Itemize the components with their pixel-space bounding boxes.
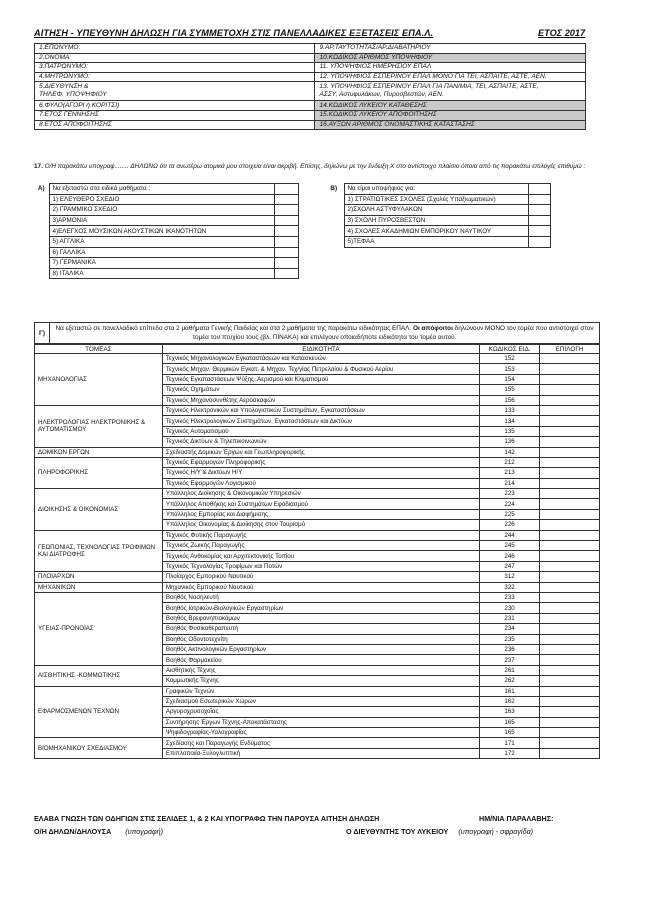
specialty-code: 214 bbox=[480, 478, 540, 488]
specialty-name: Υπάλληλος Διοίκησης & Οικονομικών Υπηρεσιών bbox=[162, 489, 479, 499]
specialty-code: 235 bbox=[480, 634, 540, 644]
school-item: 1) ΣΤΡΑΤΙΩΤΙΚΕΣ ΣΧΟΛΕΣ (Σχολές Υπαξιωματικών) bbox=[344, 194, 528, 205]
specialty-choice-cell[interactable] bbox=[540, 572, 600, 582]
specialty-code: 152 bbox=[480, 354, 540, 364]
specialty-code: 135 bbox=[480, 426, 540, 436]
specialties-header-row bbox=[35, 345, 600, 354]
subject-item: 1) ΕΛΕΥΘΕΡΟ ΣΧΕΔΙΟ bbox=[49, 194, 274, 205]
subject-item: 3)ΑΡΜΟΝΙΑ bbox=[49, 215, 274, 226]
candidate-code-field[interactable]: 10.ΚΩΔΙΚΟΣ ΑΡΙΘΜΟΣ ΥΠΟΨΗΦΙΟΥ bbox=[315, 53, 586, 63]
sector-name: ΑΙΣΘΗΤΙΚΗΣ -ΚΟΜΜΩΤΙΚΗΣ bbox=[35, 665, 163, 686]
specialty-name: Τεχνικός Ηλεκτρονικών και Υπολογιστικών Συστημάτων, Εγκαταστάσεων bbox=[162, 405, 479, 415]
specialty-choice-cell[interactable] bbox=[540, 364, 600, 374]
surname-field[interactable]: 1.ΕΠΩΝΥΜΟ: bbox=[35, 44, 315, 54]
specialty-code: 234 bbox=[480, 624, 540, 634]
specialty-choice-cell[interactable] bbox=[540, 717, 600, 727]
specialty-code: 233 bbox=[480, 592, 540, 602]
subject-item: 8) ΙΤΑΛΙΚΑ bbox=[49, 268, 274, 279]
special-subjects-table bbox=[34, 183, 299, 279]
subject-checkbox[interactable] bbox=[274, 194, 298, 205]
specialty-name: Σχεδίασης και Παραγωγής Ενδύματος bbox=[162, 738, 479, 748]
specialty-choice-cell[interactable] bbox=[540, 426, 600, 436]
evening-school-university-option[interactable] bbox=[315, 82, 586, 101]
section-b-label: Β) bbox=[330, 185, 338, 193]
sector-name: ΠΛΟΙΑΡΧΩΝ bbox=[35, 572, 163, 582]
subject-checkbox[interactable] bbox=[274, 236, 298, 247]
table-row bbox=[35, 572, 600, 582]
specialty-choice-cell[interactable] bbox=[540, 665, 600, 675]
specialty-name: Βοηθός Φαρμακείου bbox=[162, 655, 479, 665]
school-item: 3) ΣΧΟΛΗ ΠΥΡΟΣΒΕΣΤΩΝ bbox=[344, 215, 528, 226]
specialty-name: Γραφικών Τεχνών bbox=[162, 686, 479, 696]
evening-school-tei-option[interactable]: 12. ΥΠΟΨΗΦΙΟΣ ΕΣΠΕΡΙΝΟΥ ΕΠΑΛ ΜΟΝΟ ΓΙΑ ΤΕΙ, ΑΣΠΑΙΤΕ, ΑΣΤΕ, ΑΕΝ. bbox=[315, 72, 586, 82]
schools-table bbox=[324, 183, 551, 248]
table-row bbox=[35, 530, 600, 540]
subject-checkbox[interactable] bbox=[274, 205, 298, 216]
submission-school-code-field[interactable]: 14.ΚΩΔΙΚΟΣ ΛΥΚΕΙΟΥ ΚΑΤΑΘΕΣΗΣ bbox=[315, 101, 586, 111]
school-item: 5)ΤΕΦΑΑ bbox=[344, 236, 528, 247]
specialty-code: 165 bbox=[480, 717, 540, 727]
specialty-choice-cell[interactable] bbox=[540, 395, 600, 405]
specialty-name: Τεχνικός Φυτικής Παραγωγής bbox=[162, 530, 479, 540]
specialty-code: 153 bbox=[480, 364, 540, 374]
form-year: ΕΤΟΣ 2017 bbox=[538, 28, 586, 38]
specialty-name: Τεχνικός Δικτύων & Τηλεπικοινωνιών bbox=[162, 437, 479, 447]
footer-instruction: ΕΛΑΒΑ ΓΝΩΣΗ ΤΩΝ ΟΔΗΓΙΩΝ ΣΤΙΣ ΣΕΛΙΔΕΣ 1, & 2 ΚΑΙ ΥΠΟΓΡΑΦΩ ΤΗΝ ΠΑΡΟΥΣΑ ΑΙΤΗΣΗ ΔΗΛΩΣΗ bbox=[34, 814, 380, 823]
specialty-choice-cell[interactable] bbox=[540, 489, 600, 499]
graduation-year-field[interactable]: 8.ΕΤΟΣ ΑΠΟΦΟΙΤΗΣΗΣ bbox=[35, 120, 315, 130]
specialty-code: 163 bbox=[480, 707, 540, 717]
col-specialty: ΕΙΔΙΚΟΤΗΤΑ bbox=[162, 345, 479, 354]
school-checkbox[interactable] bbox=[528, 226, 550, 237]
specialty-name: Συντήρησης Έργων Τέχνης-Αποκατάστασης bbox=[162, 717, 479, 727]
section-g-label: Γ) bbox=[35, 323, 50, 344]
sector-name: ΗΛΕΚΤΡΟΛΟΓΙΑΣ ΗΛΕΚΤΡΟΝΙΚΗΣ & ΑΥΤΟΜΑΤΙΣΜΟΥ bbox=[35, 405, 163, 447]
sector-name: ΜΗΧΑΝΟΛΟΓΙΑΣ bbox=[35, 354, 163, 406]
specialty-choice-cell[interactable] bbox=[540, 561, 600, 571]
section-a-heading: Να εξεταστώ στα ειδικά μαθήματα : bbox=[49, 184, 274, 195]
table-row bbox=[35, 582, 600, 592]
specialty-code: 142 bbox=[480, 447, 540, 457]
sector-name: ΓΕΩΠΟΝΙΑΣ, ΤΕΧΝΟΛΟΓΙΑΣ ΤΡΟΦΙΜΩΝ ΚΑΙ ΔΙΑΤΡΟΦΗΣ bbox=[35, 530, 163, 572]
specialty-choice-cell[interactable] bbox=[540, 686, 600, 696]
specialty-choice-cell[interactable] bbox=[540, 676, 600, 686]
specialty-code: 246 bbox=[480, 551, 540, 561]
specialty-code: 154 bbox=[480, 374, 540, 384]
specialty-code: 237 bbox=[480, 655, 540, 665]
specialty-choice-cell[interactable] bbox=[540, 468, 600, 478]
specialty-choice-cell[interactable] bbox=[540, 748, 600, 758]
sector-name: ΜΗΧΑΝΙΚΩΝ bbox=[35, 582, 163, 592]
footer-date-receipt: ΗΜ/ΝΙΑ ΠΑΡΑΛΑΒΗΣ: bbox=[479, 814, 554, 823]
sector-name: ΔΙΟΙΚΗΣΗΣ & ΟΙΚΟΝΟΜΙΑΣ bbox=[35, 489, 163, 531]
specialty-choice-cell[interactable] bbox=[540, 416, 600, 426]
school-item: 2)ΣΧΟΛΗ ΑΣΤΥΦΥΛΑΚΩΝ bbox=[344, 205, 528, 216]
specialty-choice-cell[interactable] bbox=[540, 644, 600, 654]
section-g-text-1: Να εξεταστώ σε πανελλαδικό επίπεδο στα 2 μαθήματα Γενικής Παιδείας και στα 2 μαθήματα της παρακάτω ειδικότητας ΕΠΑΛ. bbox=[55, 325, 413, 332]
specialty-choice-cell[interactable] bbox=[540, 728, 600, 738]
specialty-choice-cell[interactable] bbox=[540, 592, 600, 602]
evening-university-line-1: 13. ΥΠΟΨΗΦΙΟΣ ΕΣΠΕΡΙΝΟΥ ΕΠΑΛ ΓΙΑ ΠΑΝ/ΜΙΑ, ΤΕΙ, ΑΣΠΑΙΤΕ, ΑΣΤΕ, bbox=[319, 83, 539, 91]
col-code: ΚΩΔΙΚΟΣ ΕΙΔ. bbox=[480, 345, 540, 354]
specialty-code: 172 bbox=[480, 748, 540, 758]
specialty-name: Τεχνικός Εφαρμογών Λογισμικού bbox=[162, 478, 479, 488]
specialty-name: Τεχνικός Μηχανολογικών Εγκαταστάσεων και Κατασκευών bbox=[162, 354, 479, 364]
form-title: ΑΙΤΗΣΗ - ΥΠΕΥΘΥΝΗ ΔΗΛΩΣΗ ΓΙΑ ΣΥΜΜΕΤΟΧΗ ΣΤΙΣ ΠΑΝΕΛΛΑΔΙΚΕΣ ΕΞΕΤΑΣΕΙΣ ΕΠΑ.Λ. bbox=[34, 28, 434, 38]
specialty-name: Βοηθός Νοσηλευτή bbox=[162, 592, 479, 602]
specialty-choice-cell[interactable] bbox=[540, 437, 600, 447]
specialty-choice-cell[interactable] bbox=[540, 499, 600, 509]
section-a-heading-box bbox=[274, 184, 298, 195]
specialty-name: Τεχνικός Οχημάτων bbox=[162, 385, 479, 395]
specialty-code: 312 bbox=[480, 572, 540, 582]
specialty-name: Τεχνικός Ανθοκομίας και Αρχιτεκτονικής Τοπίου bbox=[162, 551, 479, 561]
col-choice: ΕΠΙΛΟΓΗ bbox=[540, 345, 600, 354]
specialties-body bbox=[35, 354, 600, 759]
table-row bbox=[35, 457, 600, 467]
specialty-code: 226 bbox=[480, 520, 540, 530]
director-signature[interactable]: (υπογραφή - σφραγίδα) bbox=[458, 827, 534, 836]
specialty-code: 245 bbox=[480, 541, 540, 551]
specialty-name: Τεχνικός Εφαρμογών Πληροφορικής bbox=[162, 457, 479, 467]
subject-checkbox[interactable] bbox=[274, 258, 298, 269]
specialty-code: 156 bbox=[480, 395, 540, 405]
specialty-name: Βοηθός Οδοντοτεχνίτη bbox=[162, 634, 479, 644]
table-row bbox=[35, 592, 600, 602]
section-b-heading-box bbox=[528, 184, 550, 195]
table-row bbox=[35, 738, 600, 748]
specialty-choice-cell[interactable] bbox=[540, 478, 600, 488]
subject-checkbox[interactable] bbox=[274, 268, 298, 279]
declaration-body: Ο/Η παρακάτω υπογραφ........ ΔΗΛΩΝΩ ότι τα ανωτέρω ατομικά μου στοιχεία είναι ακριβή. Επίσης, δηλώνω με την ένδειξη Χ στο αντίστοιχο πλαίσιο όποια από τις παρακάτω επιλογές επιθυμώ : bbox=[44, 163, 586, 170]
specialty-name: Τεχνικός Αυτοματισμού bbox=[162, 426, 479, 436]
specialty-code: 165 bbox=[480, 728, 540, 738]
subject-item: 2) ΓΡΑΜΜΙΚΟ ΣΧΕΔΙΟ bbox=[49, 205, 274, 216]
day-school-option[interactable]: 11. ΥΠΟΨΗΦΙΟΣ ΗΜΕΡΗΣΙΟΥ ΕΠΑΛ bbox=[315, 63, 586, 73]
specialty-name: Πλοίαρχος Εμπορικού Ναυτικού bbox=[162, 572, 479, 582]
specialty-name: Τεχνικός Ζωικής Παραγωγής bbox=[162, 541, 479, 551]
specialty-name: Τεχνικός Μηχαν. Θερμικών Εγκατ. & Μηχαν. Τεχ/γίας Πετρελαίου & Φυσικού Αερίου bbox=[162, 364, 479, 374]
declarant-label: Ο/Η ΔΗΛΩΝ/ΔΗΛΟΥΣΑ bbox=[34, 827, 112, 836]
specialty-name: Σχεδιαστής Δομικών Έργων και Γεωπληροφορικής bbox=[162, 447, 479, 457]
specialty-code: 262 bbox=[480, 676, 540, 686]
specialty-choice-cell[interactable] bbox=[540, 696, 600, 706]
specialty-name: Βοηθός Βρεφονηπιοκόμων bbox=[162, 613, 479, 623]
sector-name: ΒΙΟΜΗΧΑΝΙΚΟΥ ΣΧΕΔΙΑΣΜΟΥ bbox=[35, 738, 163, 759]
specialty-choice-cell[interactable] bbox=[540, 385, 600, 395]
specialty-choice-cell[interactable] bbox=[540, 405, 600, 415]
specialty-code: 247 bbox=[480, 561, 540, 571]
specialty-name: Τεχνικός Μηχανοσυνθέτης Αεροσκαφών bbox=[162, 395, 479, 405]
specialty-code: 244 bbox=[480, 530, 540, 540]
specialty-code: 225 bbox=[480, 509, 540, 519]
specialty-name: Κομμωτικής Τέχνης bbox=[162, 676, 479, 686]
specialty-choice-cell[interactable] bbox=[540, 520, 600, 530]
table-row bbox=[35, 354, 600, 364]
section-g-text-bold: Οι απόφοιτοι bbox=[413, 325, 453, 332]
specialty-name: Σχεδιασμού Εσωτερικών Χώρων bbox=[162, 696, 479, 706]
specialty-choice-cell[interactable] bbox=[540, 457, 600, 467]
specialty-name: Τεχνικός Εγκαταστάσεων Ψύξης, Αερισμού και Κλιματισμού bbox=[162, 374, 479, 384]
specialty-code: 322 bbox=[480, 582, 540, 592]
specialty-code: 161 bbox=[480, 686, 540, 696]
table-row bbox=[35, 686, 600, 696]
father-name-field[interactable]: 3.ΠΑΤΡΩΝΥΜΟ: bbox=[35, 63, 315, 73]
subject-item: 6) ΓΑΛΛΙΚΑ bbox=[49, 247, 274, 258]
specialty-code: 230 bbox=[480, 603, 540, 613]
sector-name: ΕΦΑΡΜΟΣΜΕΝΩΝ ΤΕΧΝΩΝ bbox=[35, 686, 163, 738]
specialty-name: Βοηθός Φυσικοθεραπευτή bbox=[162, 624, 479, 634]
declaration-text bbox=[34, 162, 620, 171]
specialty-choice-cell[interactable] bbox=[540, 509, 600, 519]
sector-name: ΠΛΗΡΟΦΟΡΙΚΗΣ bbox=[35, 457, 163, 488]
first-name-field[interactable]: 2.ΟΝΟΜΑ: bbox=[35, 53, 315, 63]
declarant-signature[interactable]: (υπογραφή) bbox=[125, 827, 164, 836]
school-item: 4) ΣΧΟΛΕΣ ΑΚΑΔΗΜΙΩΝ ΕΜΠΟΡΙΚΟΥ ΝΑΥΤΙΚΟΥ bbox=[344, 226, 528, 237]
specialty-name: Ψηφιδογραφίας-Υαλογραφίας bbox=[162, 728, 479, 738]
specialty-choice-cell[interactable] bbox=[540, 613, 600, 623]
mother-name-field[interactable]: 4.ΜΗΤΡΩΝΥΜΟ: bbox=[35, 72, 315, 82]
id-number-field[interactable]: 9.ΑΡ.ΤΑΥΤΟΤΗΤΑΣ/ΑΡ.ΔΙΑΒΑΤΗΡΙΟΥ bbox=[315, 44, 586, 54]
sector-name: ΥΓΕΙΑΣ-ΠΡΟΝΟΙΑΣ bbox=[35, 592, 163, 665]
specialties-table bbox=[34, 344, 600, 759]
specialty-choice-cell[interactable] bbox=[540, 634, 600, 644]
birth-year-field[interactable]: 7.ΕΤΟΣ ΓΕΝΝΗΣΗΣ bbox=[35, 110, 315, 120]
subject-checkbox[interactable] bbox=[274, 215, 298, 226]
specialty-code: 134 bbox=[480, 416, 540, 426]
specialty-choice-cell[interactable] bbox=[540, 707, 600, 717]
sector-name: ΔΟΜΙΚΩΝ ΕΡΓΩΝ bbox=[35, 447, 163, 457]
footer-declarant bbox=[34, 827, 163, 836]
table-row bbox=[35, 447, 600, 457]
specialty-code: 261 bbox=[480, 665, 540, 675]
footer-director bbox=[346, 827, 533, 836]
specialty-name: Τεχνικός Η/Υ & Δικτύων Η/Υ bbox=[162, 468, 479, 478]
specialty-choice-cell[interactable] bbox=[540, 738, 600, 748]
school-checkbox[interactable] bbox=[528, 194, 550, 205]
specialty-choice-cell[interactable] bbox=[540, 603, 600, 613]
specialty-choice-cell[interactable] bbox=[540, 530, 600, 540]
subject-item: 7) ΓΕΡΜΑΝΙΚΑ bbox=[49, 258, 274, 269]
specialty-code: 212 bbox=[480, 457, 540, 467]
address-phone-field[interactable] bbox=[35, 82, 315, 101]
section-g-table bbox=[34, 322, 600, 344]
specialty-name: Υπάλληλος Εμπορίας και Διαφήμισης bbox=[162, 509, 479, 519]
section-g-text-2: δηλώνουν ΜΟΝΟ τον τομέα που αντιστοιχεί στον τομέα του πτυχίου τους (βλ. ΠΙΝΑΚΑ) και επιλέγουν οποιαδήποτε ειδικότητα του τομέα αυτού. bbox=[192, 325, 594, 341]
specialty-choice-cell[interactable] bbox=[540, 374, 600, 384]
specialty-code: 162 bbox=[480, 696, 540, 706]
specialty-name: Βοηθός Ακτινολογικών Εργαστηρίων bbox=[162, 644, 479, 654]
address-label: 5.ΔΙΕΥΘΥΝΣΗ & bbox=[39, 83, 89, 91]
section-b-heading: Να είμαι υποψήφιος για: bbox=[344, 184, 528, 195]
specialty-code: 236 bbox=[480, 644, 540, 654]
subject-item: 5) ΑΓΓΛΙΚΑ bbox=[49, 236, 274, 247]
section-a-label: Α) bbox=[34, 184, 49, 195]
specialty-name: Υπάλληλος Αποθήκης και Συστημάτων Εφοδιασμού bbox=[162, 499, 479, 509]
specialty-choice-cell[interactable] bbox=[540, 354, 600, 364]
col-sector: ΤΟΜΕΑΣ bbox=[35, 345, 163, 354]
director-label: Ο ΔΙΕΥΘΥΝΤΗΣ ΤΟΥ ΛΥΚΕΙΟΥ bbox=[346, 827, 449, 836]
table-row bbox=[35, 665, 600, 675]
subject-checkbox[interactable] bbox=[274, 226, 298, 237]
specialty-choice-cell[interactable] bbox=[540, 541, 600, 551]
school-checkbox[interactable] bbox=[528, 236, 550, 247]
specialty-code: 171 bbox=[480, 738, 540, 748]
school-checkbox[interactable] bbox=[528, 205, 550, 216]
phone-label: ΤΗΛΕΦ. ΥΠΟΨΗΦΙΟΥ bbox=[39, 91, 107, 99]
specialty-code: 224 bbox=[480, 499, 540, 509]
specialty-name: Τεχνικός Τεχνολογίας Τροφίμων και Ποτών bbox=[162, 561, 479, 571]
specialty-name: Τεχνικός Ηλεκτρολογικών Συστημάτων, Εγκαταστάσεων και Δικτύων bbox=[162, 416, 479, 426]
specialty-code: 136 bbox=[480, 437, 540, 447]
specialty-name: Αισθητικής Τέχνης bbox=[162, 665, 479, 675]
personal-details-table bbox=[34, 43, 586, 130]
specialty-code: 213 bbox=[480, 468, 540, 478]
roster-number-field[interactable]: 16.ΑΥΞΩΝ ΑΡΙΘΜΟΣ ΟΝΟΜΑΣΤΙΚΗΣ ΚΑΤΑΣΤΑΣΗΣ bbox=[315, 120, 586, 130]
evening-university-line-2: ΑΣΣΥ, Αστυφυλάκων, Πυροσβεστών, ΑΕΝ. bbox=[319, 91, 444, 99]
specialty-name: Αργυροχρυσοχοΐας bbox=[162, 707, 479, 717]
subject-item: 4)ΕΛΕΓΧΟΣ ΜΟΥΣΙΚΩΝ ΑΚΟΥΣΤΙΚΩΝ ΙΚΑΝΟΤΗΤΩΝ bbox=[49, 226, 274, 237]
specialty-code: 133 bbox=[480, 405, 540, 415]
table-row bbox=[35, 489, 600, 499]
specialty-choice-cell[interactable] bbox=[540, 551, 600, 561]
specialty-code: 223 bbox=[480, 489, 540, 499]
graduation-school-code-field[interactable]: 15.ΚΩΔΙΚΟΣ ΛΥΚΕΙΟΥ ΑΠΟΦΟΙΤΗΣΗΣ bbox=[315, 110, 586, 120]
specialty-name: Μηχανικός Εμπορικού Ναυτικού bbox=[162, 582, 479, 592]
specialty-name: Υπάλληλος Οικονομίας & Διοίκησης στον Τουρισμό bbox=[162, 520, 479, 530]
specialty-choice-cell[interactable] bbox=[540, 624, 600, 634]
declaration-number: 17. bbox=[34, 163, 43, 170]
subject-checkbox[interactable] bbox=[274, 247, 298, 258]
specialty-name: Βοηθός Ιατρικών-Βιολογικών Εργαστηρίων bbox=[162, 603, 479, 613]
specialty-choice-cell[interactable] bbox=[540, 447, 600, 457]
table-row bbox=[35, 405, 600, 415]
specialty-code: 231 bbox=[480, 613, 540, 623]
specialty-choice-cell[interactable] bbox=[540, 582, 600, 592]
specialty-code: 155 bbox=[480, 385, 540, 395]
school-checkbox[interactable] bbox=[528, 215, 550, 226]
specialty-name: Επιπλοποιία-Ξυλογλυπτική bbox=[162, 748, 479, 758]
specialty-choice-cell[interactable] bbox=[540, 655, 600, 665]
section-g-text bbox=[50, 323, 600, 344]
gender-field[interactable]: 6.ΦΥΛΟ(ΑΓΟΡΙ ή ΚΟΡΙΤΣΙ) bbox=[35, 101, 315, 111]
